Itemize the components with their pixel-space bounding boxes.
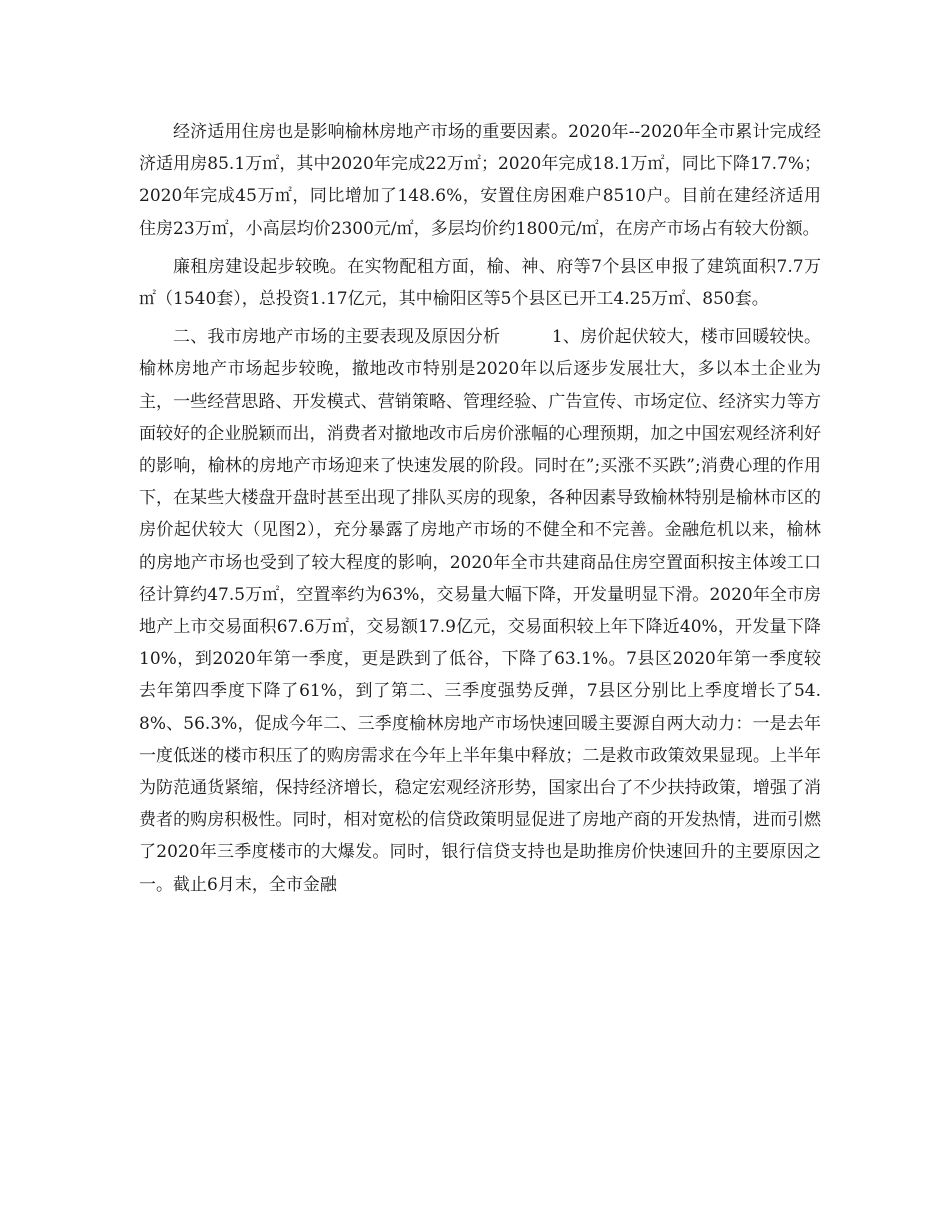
paragraph-affordable-housing: 经济适用住房也是影响榆林房地产市场的重要因素。2020年--2020年全市累计完成经济适用房85.1万㎡，其中2020年完成22万㎡；2020年完成18.1万㎡，同比下降17.7%；2020年完成45万㎡，同比增加了148.6%，安置住房困难户8510户。目前在建经济适用住房23万㎡，小高层均价2300元/㎡，多层均价约1800元/㎡，在房产市场占有较大份额。 bbox=[139, 122, 821, 239]
paragraph-market-analysis: 二、我市房地产市场的主要表现及原因分析 1、房价起伏较大，楼市回暖较快。榆林房地产市场起步较晚，撤地改市特别是2020年以后逐步发展壮大，多以本土企业为主，一些经营思路、开发模式、营销策略、管理经验、广告宣传、市场定位、经济实力等方面较好的企业脱颖而出，消费者对撤地改市后房价涨幅的心理预期，加之中国宏观经济利好的影响，榆林的房地产市场迎来了快速发展的阶段。同时在”;买涨不买跌”;消费心理的作用下，在某些大楼盘开盘时甚至出现了排队买房的现象，各种因素导致榆林特别是榆林市区的房价起伏较大（见图2），充分暴露了房地产市场的不健全和不完善。金融危机以来，榆林的房地产市场也受到了较大程度的影响，2020年全市共建商品住房空置面积按主体竣工口径计算约47.5万㎡，空置率约为63%，交易量大幅下降，开发量明显下滑。2020年全市房地产上市交易面积67.6万㎡，交易额17.9亿元，交易面积较上年下降近40%，开发量下降10%，到2020年第一季度，更是跌到了低谷，下降了63.1%。7县区2020年第一季度较去年第四季度下降了61%，到了第二、三季度强势反弹，7县区分别比上季度增长了54.8%、56.3%，促成今年二、三季度榆林房地产市场快速回暖主要源自两大动力：一是去年一度低迷的楼市积压了的购房需求在今年上半年集中释放；二是救市政策效果显现。上半年为防范通货紧缩，保持经济增长，稳定宏观经济形势，国家出台了不少扶持政策，增强了消费者的购房积极性。同时，相对宽松的信贷政策明显促进了房地产商的开发热情，进而引燃了2020年三季度楼市的大爆发。同时，银行信贷支持也是助推房价快速回升的主要原因之一。截止6月末，全市金融 bbox=[139, 327, 821, 895]
document-body bbox=[139, 116, 821, 907]
paragraph-low-rent-housing: 廉租房建设起步较晚。在实物配租方面，榆、神、府等7个县区申报了建筑面积7.7万㎡（1540套），总投资1.17亿元，其中榆阳区等5个县区已开工4.25万㎡、850套。 bbox=[139, 256, 821, 310]
